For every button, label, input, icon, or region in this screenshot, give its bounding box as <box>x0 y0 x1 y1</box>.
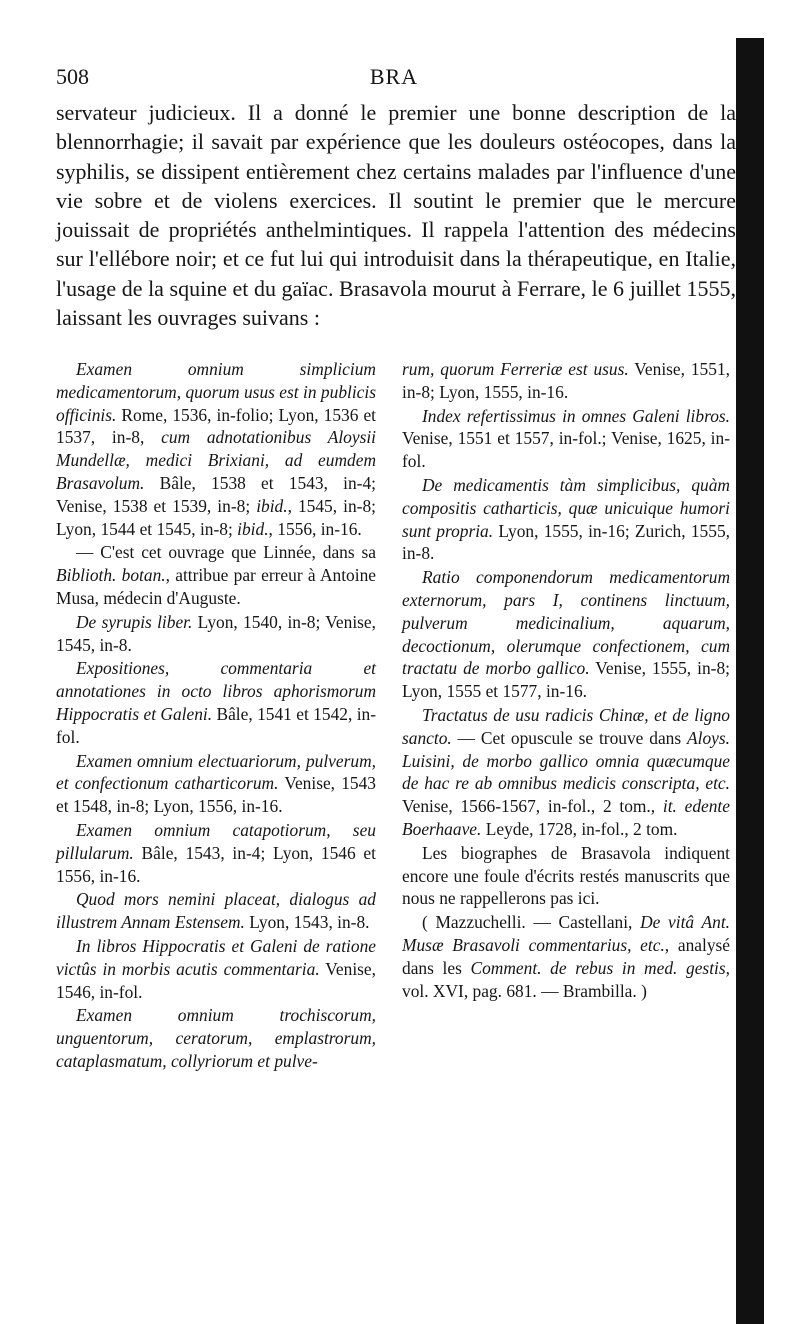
bibliography-entry: Index refertissimus in omnes Galeni libros. Venise, 1551 et 1557, in-fol.; Venise, 1625, in-fol. <box>402 405 730 472</box>
bibliography-entry: De medicamentis tàm simplicibus, quàm compositis catharticis, quæ unicuique humori sunt propria. Lyon, 1555, in-16; Zurich, 1555, in-8. <box>402 474 730 564</box>
bibliography-entry: Tractatus de usu radicis Chinæ, et de ligno sancto. — Cet opuscule se trouve dans Aloys. Luisini, de morbo gallico omnia quæcumque de hac re ab omnibus medicis conscripta, etc. Venise, 1566-1567, in-fol., 2 tom., it. edente Boerhaave. Leyde, 1728, in-fol., 2 tom. <box>402 704 730 839</box>
bibliography-entry: Expositiones, commentaria et annotationes in octo libros aphorismorum Hippocratis et Galeni. Bâle, 1541 et 1542, in-fol. <box>56 658 377 747</box>
biographical-note: Les biographes de Brasavola indiquent encore une foule d'écrits restés manuscrits que nous ne rappellerons pas ici. <box>402 842 730 909</box>
bibliography-entry: Quod mors nemini placeat, dialogus ad illustrem Annam Estensem. Lyon, 1543, in-8. <box>56 889 376 933</box>
page-edge-shadow <box>736 38 764 1324</box>
bibliography-entry: Examen omnium electuariorum, pulverum, et confectionum catharticorum. Venise, 1543 et 1548, in-8; Lyon, 1556, in-16. <box>56 750 376 817</box>
bibliography-entry-continued: rum, quorum Ferreriæ est usus. Venise, 1551, in-8; Lyon, 1555, in-16. <box>402 359 730 402</box>
bibliography-entry: In libros Hippocratis et Galeni de ratione victûs in morbis acutis commentaria. Venise, 1546, in-fol. <box>56 935 376 1002</box>
right-column <box>402 358 730 1003</box>
bibliography-entry: Examen omnium catapotiorum, seu pillularum. Bâle, 1543, in-4; Lyon, 1546 et 1556, in-16. <box>56 819 376 886</box>
bibliography-entry: Examen omnium trochiscorum, unguentorum, ceratorum, emplastrorum, cataplasmatum, collyriorum et pulve- <box>56 1005 376 1071</box>
page-header <box>56 64 732 94</box>
bibliography-note: — C'est cet ouvrage que Linnée, dans sa Biblioth. botan., attribue par erreur à Antoine Musa, médecin d'Auguste. <box>56 542 376 608</box>
intro-paragraph: servateur judicieux. Il a donné le premier une bonne description de la blennorrhagie; il savait par expérience que les douleurs ostéocopes, dans la syphilis, se dissipent entièrement chez certains malades par l'influence d'une vie sobre et de violens exercices. Il soutint le premier que le mercure jouissait de propriétés anthelmintiques. Il rappela l'attention des médecins sur l'ellébore noir; et ce fut lui qui introduisit dans la thérapeutique, en Italie, l'usage de la squine et du gaïac. Brasavola mourut à Ferrare, le 6 juillet 1555, laissant les ouvrages suivans : <box>56 100 736 331</box>
bibliography-entry: Ratio componendorum medicamentorum externorum, pars I, continens linctuum, pulverum medicinalium, aquarum, decoctionum, olerumque confectionem, cum tractatu de morbo gallico. Venise, 1555, in-8; Lyon, 1555 et 1577, in-16. <box>402 567 730 702</box>
source-references: ( Mazzuchelli. — Castellani, De vitâ Ant. Musæ Brasavoli commentarius, etc., analysé dans les Comment. de rebus in med. gestis, vol. XVI, pag. 681. — Brambilla. ) <box>402 912 730 1001</box>
page-number: 508 <box>56 64 89 89</box>
left-column <box>56 358 376 1074</box>
bibliography-entry: Examen omnium simplicium medicamentorum, quorum usus est in publicis officinis. Rome, 1536, in-folio; Lyon, 1536 et 1537, in-8, cum adnotationibus Aloysii Mundellæ, medici Brixiani, ad eumdem Brasavolum. Bâle, 1538 et 1543, in-4; Venise, 1538 et 1539, in-8; ibid., 1545, in-8; Lyon, 1544 et 1545, in-8; ibid., 1556, in-16. <box>56 359 376 539</box>
bibliography-entry: De syrupis liber. Lyon, 1540, in-8; Venise, 1545, in-8. <box>56 611 377 655</box>
running-head: BRA <box>369 64 419 89</box>
